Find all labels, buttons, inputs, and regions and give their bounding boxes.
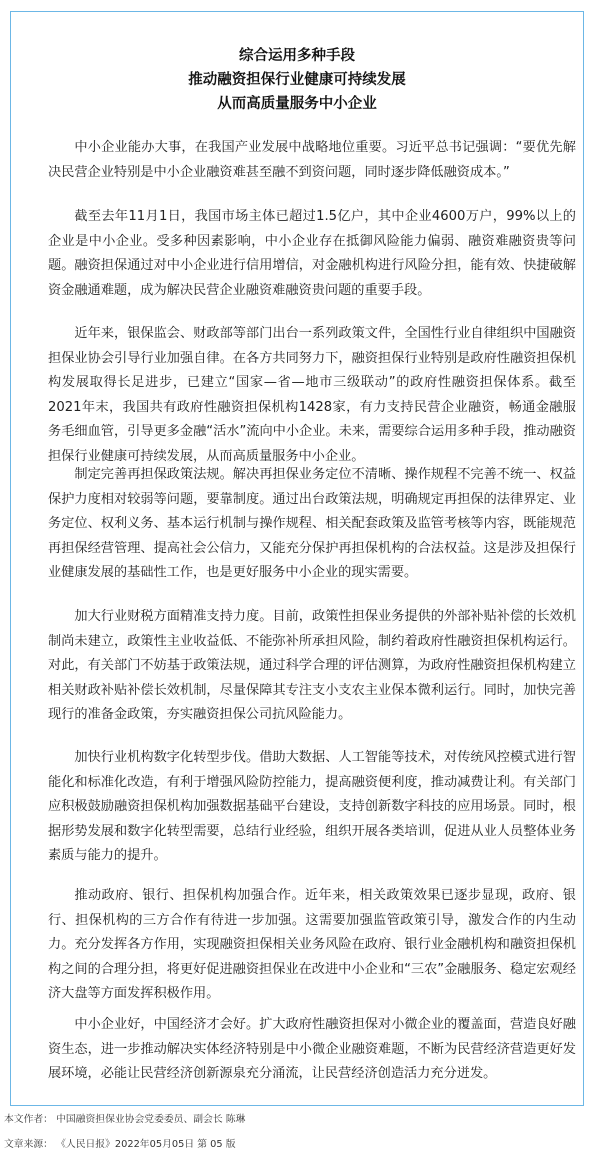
footer-source: 文章来源： 《人民日报》2022年05月05日 第 05 版	[4, 1139, 236, 1150]
paragraph-regulation: 制定完善再担保政策法规。解决再担保业务定位不清晰、操作规程不完善不统一、权益保护力度相对较弱等问题，要靠制度。通过出台政策法规，明确规定再担保的法律界定、业务定位、权利义务、基本运行机制与操作规程、相关配套政策及监管考核等内容，既能规范再担保经营管理、提高社会公信力，又能充分保护再担保机构的合法权益。这是涉及担保行业健康发展的基础性工作，也是更好服务中小企业的现实需要。	[48, 467, 576, 580]
paragraph-conclusion: 中小企业好，中国经济才会好。扩大政府性融资担保对小微企业的覆盖面，营造良好融资生态，进一步推动解决实体经济特别是中小微企业融资难题，不断为民营经济营造更好发展环境，必能让民营经济创新源泉充分涌流，让民营经济创造活力充分迸发。	[48, 1017, 576, 1081]
article-title-line-2: 推动融资担保行业健康可持续发展	[188, 72, 406, 88]
paragraph-market: 截至去年11月1日，我国市场主体已超过1.5亿户，其中企业4600万户，99%以上的企业是中小企业。受多种因素影响，中小企业存在抵御风险能力偏弱、融资难融资贵等问题。融资担保通过对中小企业进行信用增信，对金融机构进行风险分担，能有效、快捷破解资金融通难题，成为解决民营企业融资难融资贵问题的重要手段。	[48, 209, 576, 298]
paragraph-cooperation: 推动政府、银行、担保机构加强合作。近年来，相关政策效果已逐步显现，政府、银行、担保机构的三方合作有待进一步加强。这需要加强监管政策引导，激发合作的内生动力。充分发挥各方作用，实现融资担保相关业务风险在政府、银行业金融机构和融资担保机构之间的合理分担，将更好促进融资担保业在改进中小企业和“三农”金融服务、稳定宏观经济大盘等方面发挥积极作用。	[48, 888, 576, 1001]
footer-author: 本文作者： 中国融资担保业协会党委委员、副会长 陈琳	[4, 1114, 246, 1125]
article-title-line-3: 从而高质量服务中小企业	[217, 96, 377, 112]
paragraph-intro: 中小企业能办大事，在我国产业发展中战略地位重要。习近平总书记强调：“要优先解决民营企业特别是中小企业融资难甚至融不到资问题，同时逐步降低融资成本。”	[48, 140, 576, 180]
paragraph-fiscal-support: 加大行业财税方面精准支持力度。目前，政策性担保业务提供的外部补贴补偿的长效机制尚未建立，政策性主业收益低、不能弥补所承担风险，制约着政府性融资担保机构运行。对此，有关部门不妨基于政策法规，通过科学合理的评估测算，为政府性融资担保机构建立相关财政补贴补偿长效机制，尽量保障其专注支小支农主业保本微利运行。同时，加快完善现行的准备金政策，夯实融资担保公司抗风险能力。	[48, 609, 576, 722]
paragraph-digital-transformation: 加快行业机构数字化转型步伐。借助大数据、人工智能等技术，对传统风控模式进行智能化和标准化改造，有利于增强风险防控能力，提高融资便利度，推动减费让利。有关部门应积极鼓励融资担保机构加强数据基础平台建设，支持创新数字科技的应用场景。同时，根据形势发展和数字化转型需要，总结行业经验，组织开展各类培训，促进从业人员整体业务素质与能力的提升。	[48, 750, 576, 863]
paragraph-progress: 近年来，银保监会、财政部等部门出台一系列政策文件，全国性行业自律组织中国融资担保业协会引导行业加强自律。在各方共同努力下，融资担保行业特别是政府性融资担保机构发展取得长足进步，已建立“国家—省—地市三级联动”的政府性融资担保体系。截至2021年末，我国共有政府性融资担保机构1428家，有力支持民营企业融资，畅通金融服务毛细血管，引导更多金融“活水”流向中小企业。未来，需要综合运用多种手段，推动融资担保行业健康可持续发展，从而高质量服务中小企业。	[48, 326, 576, 464]
article-title-line-1: 综合运用多种手段	[239, 48, 355, 64]
